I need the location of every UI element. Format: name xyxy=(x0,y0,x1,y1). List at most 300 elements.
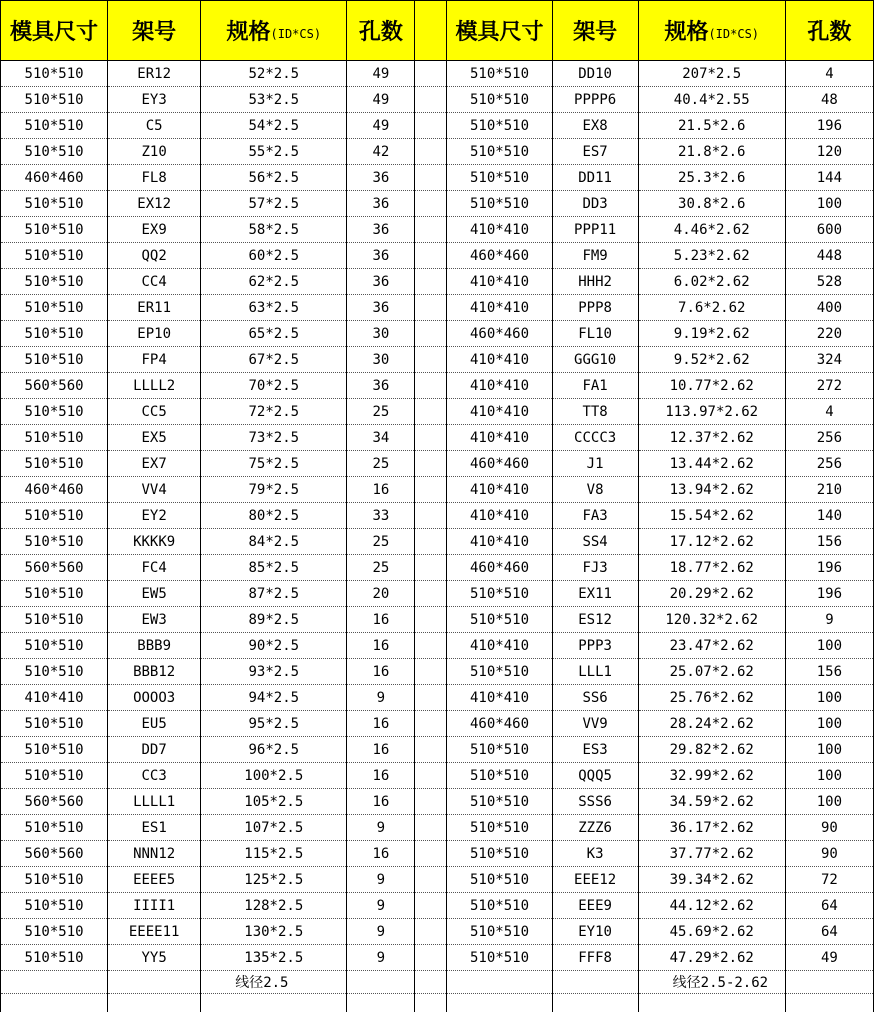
cell-mold-size-right[interactable]: 510*510 xyxy=(447,867,552,893)
cell-frame-no[interactable]: QQ2 xyxy=(108,243,201,269)
cell-mold-size-right[interactable]: 510*510 xyxy=(447,61,552,87)
cell-spec[interactable]: 84*2.5 xyxy=(201,529,347,555)
cell-spec-right[interactable]: 20.29*2.62 xyxy=(638,581,785,607)
cell-mold-size[interactable]: 510*510 xyxy=(1,243,108,269)
cell-spec[interactable]: 79*2.5 xyxy=(201,477,347,503)
cell-spec[interactable]: 60*2.5 xyxy=(201,243,347,269)
cell-holes[interactable]: 16 xyxy=(347,763,415,789)
cell-holes-right[interactable]: 196 xyxy=(785,113,873,139)
cell-frame-no[interactable]: LLLL2 xyxy=(108,373,201,399)
right-wire-note[interactable]: 线径2.5-2.62 xyxy=(638,971,785,994)
cell-gap[interactable] xyxy=(415,321,447,347)
cell-frame-no-right[interactable]: ES3 xyxy=(552,737,638,763)
cell-holes-right[interactable]: 100 xyxy=(785,711,873,737)
cell-mold-size[interactable]: 510*510 xyxy=(1,945,108,971)
cell-spec[interactable]: 107*2.5 xyxy=(201,815,347,841)
cell-frame-no[interactable]: KKKK9 xyxy=(108,529,201,555)
cell-frame-no-right[interactable]: CCCC3 xyxy=(552,425,638,451)
cell-spec-right[interactable]: 13.94*2.62 xyxy=(638,477,785,503)
cell-mold-size-right[interactable]: 510*510 xyxy=(447,165,552,191)
cell-holes-right[interactable]: 256 xyxy=(785,425,873,451)
cell-gap[interactable] xyxy=(415,503,447,529)
cell-gap[interactable] xyxy=(415,867,447,893)
cell-holes-right[interactable]: 4 xyxy=(785,399,873,425)
cell-holes[interactable]: 30 xyxy=(347,321,415,347)
cell-holes-right[interactable]: 448 xyxy=(785,243,873,269)
header-frame-no[interactable]: 架号 xyxy=(108,1,201,61)
cell-frame-no-right[interactable]: PPP3 xyxy=(552,633,638,659)
cell-spec[interactable]: 52*2.5 xyxy=(201,61,347,87)
cell-empty[interactable] xyxy=(552,994,638,1012)
cell-mold-size[interactable]: 510*510 xyxy=(1,711,108,737)
cell-spec-right[interactable]: 47.29*2.62 xyxy=(638,945,785,971)
cell-frame-no[interactable]: EEEE5 xyxy=(108,867,201,893)
cell-spec-right[interactable]: 17.12*2.62 xyxy=(638,529,785,555)
cell-holes-right[interactable]: 64 xyxy=(785,919,873,945)
cell-spec-right[interactable]: 44.12*2.62 xyxy=(638,893,785,919)
cell-gap[interactable] xyxy=(415,373,447,399)
cell-frame-no-right[interactable]: EY10 xyxy=(552,919,638,945)
cell-holes[interactable]: 25 xyxy=(347,399,415,425)
cell-spec-right[interactable]: 29.82*2.62 xyxy=(638,737,785,763)
cell-mold-size[interactable]: 560*560 xyxy=(1,555,108,581)
cell-empty[interactable] xyxy=(347,994,415,1012)
cell-spec-right[interactable]: 15.54*2.62 xyxy=(638,503,785,529)
cell-gap[interactable] xyxy=(415,399,447,425)
cell-mold-size[interactable]: 510*510 xyxy=(1,191,108,217)
cell-mold-size-right[interactable]: 410*410 xyxy=(447,503,552,529)
cell-mold-size[interactable]: 460*460 xyxy=(1,477,108,503)
cell-mold-size[interactable]: 510*510 xyxy=(1,659,108,685)
header-mold-size[interactable]: 模具尺寸 xyxy=(1,1,108,61)
header-mold-size-2[interactable]: 模具尺寸 xyxy=(447,1,552,61)
cell-gap[interactable] xyxy=(415,269,447,295)
cell-frame-no-right[interactable]: SS6 xyxy=(552,685,638,711)
cell-holes-right[interactable]: 220 xyxy=(785,321,873,347)
cell-spec-right[interactable]: 28.24*2.62 xyxy=(638,711,785,737)
cell-mold-size-right[interactable]: 410*410 xyxy=(447,685,552,711)
cell-holes-right[interactable]: 120 xyxy=(785,139,873,165)
cell-spec-right[interactable]: 10.77*2.62 xyxy=(638,373,785,399)
cell-spec[interactable]: 58*2.5 xyxy=(201,217,347,243)
cell-mold-size-right[interactable]: 510*510 xyxy=(447,87,552,113)
cell-holes[interactable]: 34 xyxy=(347,425,415,451)
cell-holes-right[interactable]: 90 xyxy=(785,841,873,867)
cell-frame-no-right[interactable]: LLL1 xyxy=(552,659,638,685)
cell-frame-no[interactable]: EX12 xyxy=(108,191,201,217)
header-gap[interactable] xyxy=(415,1,447,61)
cell-spec[interactable]: 95*2.5 xyxy=(201,711,347,737)
cell-holes[interactable]: 36 xyxy=(347,217,415,243)
cell-holes[interactable]: 16 xyxy=(347,789,415,815)
cell-mold-size[interactable]: 510*510 xyxy=(1,425,108,451)
cell-mold-size-right[interactable]: 410*410 xyxy=(447,347,552,373)
cell-frame-no[interactable]: CC5 xyxy=(108,399,201,425)
cell-spec[interactable]: 87*2.5 xyxy=(201,581,347,607)
cell-holes[interactable]: 16 xyxy=(347,659,415,685)
cell-gap[interactable] xyxy=(415,711,447,737)
cell-frame-no[interactable]: EEEE11 xyxy=(108,919,201,945)
cell-mold-size-right[interactable]: 410*410 xyxy=(447,399,552,425)
cell-spec[interactable]: 115*2.5 xyxy=(201,841,347,867)
cell-spec[interactable]: 55*2.5 xyxy=(201,139,347,165)
cell-gap[interactable] xyxy=(415,763,447,789)
cell-holes-right[interactable]: 90 xyxy=(785,815,873,841)
cell-spec[interactable]: 65*2.5 xyxy=(201,321,347,347)
header-spec-2[interactable] xyxy=(638,1,785,61)
cell-holes-right[interactable]: 196 xyxy=(785,581,873,607)
cell-mold-size[interactable]: 510*510 xyxy=(1,867,108,893)
cell-frame-no-right[interactable]: EEE12 xyxy=(552,867,638,893)
cell-frame-no-right[interactable]: PPP8 xyxy=(552,295,638,321)
cell-holes-right[interactable]: 196 xyxy=(785,555,873,581)
cell-frame-no-right[interactable]: FA1 xyxy=(552,373,638,399)
cell-mold-size-right[interactable]: 410*410 xyxy=(447,425,552,451)
cell-spec-right[interactable]: 120.32*2.62 xyxy=(638,607,785,633)
cell-holes[interactable]: 36 xyxy=(347,269,415,295)
cell-holes[interactable]: 16 xyxy=(347,711,415,737)
cell-frame-no[interactable]: EP10 xyxy=(108,321,201,347)
cell-spec[interactable]: 67*2.5 xyxy=(201,347,347,373)
cell-holes[interactable]: 30 xyxy=(347,347,415,373)
cell-holes[interactable]: 36 xyxy=(347,295,415,321)
cell-spec[interactable]: 85*2.5 xyxy=(201,555,347,581)
cell-spec[interactable]: 105*2.5 xyxy=(201,789,347,815)
cell-spec[interactable]: 57*2.5 xyxy=(201,191,347,217)
cell-holes[interactable]: 16 xyxy=(347,841,415,867)
cell-frame-no-right[interactable]: DD10 xyxy=(552,61,638,87)
cell-frame-no[interactable]: EU5 xyxy=(108,711,201,737)
cell-spec-right[interactable]: 25.07*2.62 xyxy=(638,659,785,685)
cell-frame-no[interactable]: EY3 xyxy=(108,87,201,113)
cell-mold-size[interactable]: 560*560 xyxy=(1,373,108,399)
cell-gap[interactable] xyxy=(415,113,447,139)
cell-holes[interactable]: 16 xyxy=(347,737,415,763)
cell-mold-size[interactable]: 560*560 xyxy=(1,789,108,815)
cell-gap[interactable] xyxy=(415,841,447,867)
cell-frame-no[interactable]: C5 xyxy=(108,113,201,139)
cell-mold-size[interactable]: 510*510 xyxy=(1,737,108,763)
cell-gap[interactable] xyxy=(415,789,447,815)
cell-mold-size-right[interactable]: 510*510 xyxy=(447,659,552,685)
cell-holes[interactable]: 36 xyxy=(347,373,415,399)
cell-mold-size[interactable]: 510*510 xyxy=(1,399,108,425)
cell-holes-right[interactable]: 272 xyxy=(785,373,873,399)
cell-spec[interactable]: 62*2.5 xyxy=(201,269,347,295)
cell-holes-right[interactable]: 100 xyxy=(785,191,873,217)
cell-gap[interactable] xyxy=(415,633,447,659)
cell-frame-no-right[interactable]: J1 xyxy=(552,451,638,477)
cell-holes-right[interactable]: 48 xyxy=(785,87,873,113)
cell-mold-size-right[interactable]: 410*410 xyxy=(447,633,552,659)
cell-spec-right[interactable]: 25.76*2.62 xyxy=(638,685,785,711)
cell-holes-right[interactable]: 324 xyxy=(785,347,873,373)
cell-mold-size-right[interactable]: 510*510 xyxy=(447,841,552,867)
cell-spec[interactable]: 94*2.5 xyxy=(201,685,347,711)
cell-holes-right[interactable]: 9 xyxy=(785,607,873,633)
cell-mold-size[interactable]: 510*510 xyxy=(1,61,108,87)
cell-spec-right[interactable]: 39.34*2.62 xyxy=(638,867,785,893)
cell-frame-no[interactable]: VV4 xyxy=(108,477,201,503)
cell-holes-right[interactable]: 256 xyxy=(785,451,873,477)
cell-mold-size-right[interactable]: 510*510 xyxy=(447,113,552,139)
cell-holes[interactable]: 16 xyxy=(347,607,415,633)
cell-frame-no[interactable]: FP4 xyxy=(108,347,201,373)
cell-frame-no-right[interactable]: TT8 xyxy=(552,399,638,425)
cell-frame-no-right[interactable]: PPPP6 xyxy=(552,87,638,113)
cell-frame-no[interactable]: EX9 xyxy=(108,217,201,243)
cell-frame-no[interactable]: LLLL1 xyxy=(108,789,201,815)
cell-frame-no[interactable]: FC4 xyxy=(108,555,201,581)
cell-mold-size[interactable]: 510*510 xyxy=(1,321,108,347)
cell-frame-no-right[interactable]: ES12 xyxy=(552,607,638,633)
cell-holes-right[interactable]: 4 xyxy=(785,61,873,87)
cell-frame-no-right[interactable]: DD11 xyxy=(552,165,638,191)
cell-mold-size[interactable]: 510*510 xyxy=(1,347,108,373)
cell-mold-size[interactable]: 510*510 xyxy=(1,607,108,633)
cell-holes-right[interactable]: 528 xyxy=(785,269,873,295)
cell-spec[interactable]: 125*2.5 xyxy=(201,867,347,893)
cell-mold-size-right[interactable]: 410*410 xyxy=(447,269,552,295)
cell-gap[interactable] xyxy=(415,217,447,243)
cell-spec-right[interactable]: 9.52*2.62 xyxy=(638,347,785,373)
cell-holes-right[interactable]: 210 xyxy=(785,477,873,503)
cell-empty[interactable] xyxy=(638,994,785,1012)
cell-frame-no[interactable]: BBB9 xyxy=(108,633,201,659)
cell-empty[interactable] xyxy=(785,971,873,994)
cell-holes[interactable]: 9 xyxy=(347,919,415,945)
cell-frame-no-right[interactable]: K3 xyxy=(552,841,638,867)
cell-mold-size-right[interactable]: 510*510 xyxy=(447,945,552,971)
cell-frame-no-right[interactable]: FFF8 xyxy=(552,945,638,971)
cell-gap[interactable] xyxy=(415,295,447,321)
cell-frame-no[interactable]: EW5 xyxy=(108,581,201,607)
cell-gap[interactable] xyxy=(415,607,447,633)
cell-gap[interactable] xyxy=(415,61,447,87)
left-wire-note[interactable]: 线径2.5 xyxy=(201,971,347,994)
cell-mold-size[interactable]: 510*510 xyxy=(1,139,108,165)
cell-empty[interactable] xyxy=(447,971,552,994)
header-frame-no-2[interactable]: 架号 xyxy=(552,1,638,61)
cell-empty[interactable] xyxy=(201,994,347,1012)
cell-gap[interactable] xyxy=(415,87,447,113)
cell-gap[interactable] xyxy=(415,477,447,503)
cell-mold-size[interactable]: 510*510 xyxy=(1,217,108,243)
cell-empty[interactable] xyxy=(108,971,201,994)
cell-holes-right[interactable]: 49 xyxy=(785,945,873,971)
cell-frame-no-right[interactable]: SS4 xyxy=(552,529,638,555)
cell-spec[interactable]: 100*2.5 xyxy=(201,763,347,789)
cell-mold-size[interactable]: 510*510 xyxy=(1,893,108,919)
cell-gap[interactable] xyxy=(415,243,447,269)
cell-gap[interactable] xyxy=(415,919,447,945)
cell-mold-size-right[interactable]: 510*510 xyxy=(447,763,552,789)
cell-frame-no[interactable]: EX5 xyxy=(108,425,201,451)
cell-holes[interactable]: 9 xyxy=(347,685,415,711)
cell-gap[interactable] xyxy=(415,994,447,1012)
cell-holes[interactable]: 25 xyxy=(347,555,415,581)
cell-holes[interactable]: 9 xyxy=(347,893,415,919)
cell-holes-right[interactable]: 144 xyxy=(785,165,873,191)
cell-frame-no-right[interactable]: EX11 xyxy=(552,581,638,607)
cell-spec-right[interactable]: 6.02*2.62 xyxy=(638,269,785,295)
cell-spec-right[interactable]: 21.8*2.6 xyxy=(638,139,785,165)
cell-spec-right[interactable]: 7.6*2.62 xyxy=(638,295,785,321)
cell-gap[interactable] xyxy=(415,425,447,451)
cell-spec[interactable]: 93*2.5 xyxy=(201,659,347,685)
cell-mold-size[interactable]: 560*560 xyxy=(1,841,108,867)
cell-holes-right[interactable]: 100 xyxy=(785,685,873,711)
cell-holes[interactable]: 16 xyxy=(347,633,415,659)
cell-holes-right[interactable]: 156 xyxy=(785,659,873,685)
cell-frame-no[interactable]: EX7 xyxy=(108,451,201,477)
cell-spec[interactable]: 53*2.5 xyxy=(201,87,347,113)
cell-mold-size-right[interactable]: 410*410 xyxy=(447,295,552,321)
cell-spec[interactable]: 56*2.5 xyxy=(201,165,347,191)
cell-gap[interactable] xyxy=(415,139,447,165)
cell-mold-size[interactable]: 510*510 xyxy=(1,503,108,529)
cell-spec[interactable]: 80*2.5 xyxy=(201,503,347,529)
cell-frame-no-right[interactable]: FA3 xyxy=(552,503,638,529)
cell-frame-no[interactable]: CC4 xyxy=(108,269,201,295)
cell-holes-right[interactable]: 140 xyxy=(785,503,873,529)
cell-holes-right[interactable]: 72 xyxy=(785,867,873,893)
cell-mold-size-right[interactable]: 410*410 xyxy=(447,477,552,503)
cell-mold-size-right[interactable]: 460*460 xyxy=(447,243,552,269)
cell-empty[interactable] xyxy=(785,994,873,1012)
cell-frame-no-right[interactable]: EX8 xyxy=(552,113,638,139)
cell-spec[interactable]: 128*2.5 xyxy=(201,893,347,919)
cell-gap[interactable] xyxy=(415,581,447,607)
cell-frame-no[interactable]: YY5 xyxy=(108,945,201,971)
cell-gap[interactable] xyxy=(415,191,447,217)
cell-spec-right[interactable]: 23.47*2.62 xyxy=(638,633,785,659)
cell-gap[interactable] xyxy=(415,815,447,841)
cell-holes[interactable]: 9 xyxy=(347,867,415,893)
cell-mold-size-right[interactable]: 510*510 xyxy=(447,581,552,607)
cell-holes[interactable]: 42 xyxy=(347,139,415,165)
cell-spec-right[interactable]: 13.44*2.62 xyxy=(638,451,785,477)
cell-holes[interactable]: 36 xyxy=(347,191,415,217)
cell-spec-right[interactable]: 113.97*2.62 xyxy=(638,399,785,425)
cell-mold-size-right[interactable]: 510*510 xyxy=(447,607,552,633)
cell-mold-size-right[interactable]: 460*460 xyxy=(447,711,552,737)
cell-spec[interactable]: 130*2.5 xyxy=(201,919,347,945)
cell-mold-size[interactable]: 510*510 xyxy=(1,581,108,607)
cell-holes[interactable]: 9 xyxy=(347,945,415,971)
cell-gap[interactable] xyxy=(415,659,447,685)
cell-frame-no[interactable]: BBB12 xyxy=(108,659,201,685)
cell-gap[interactable] xyxy=(415,555,447,581)
cell-frame-no[interactable]: EY2 xyxy=(108,503,201,529)
cell-mold-size[interactable]: 510*510 xyxy=(1,919,108,945)
cell-holes[interactable]: 33 xyxy=(347,503,415,529)
cell-holes[interactable]: 20 xyxy=(347,581,415,607)
cell-holes-right[interactable]: 100 xyxy=(785,789,873,815)
cell-gap[interactable] xyxy=(415,451,447,477)
cell-spec-right[interactable]: 18.77*2.62 xyxy=(638,555,785,581)
cell-empty[interactable] xyxy=(347,971,415,994)
cell-frame-no[interactable]: FL8 xyxy=(108,165,201,191)
cell-spec[interactable]: 135*2.5 xyxy=(201,945,347,971)
cell-mold-size[interactable]: 510*510 xyxy=(1,529,108,555)
cell-mold-size[interactable]: 510*510 xyxy=(1,763,108,789)
cell-holes[interactable]: 36 xyxy=(347,165,415,191)
cell-mold-size[interactable]: 460*460 xyxy=(1,165,108,191)
cell-mold-size[interactable]: 510*510 xyxy=(1,451,108,477)
cell-mold-size-right[interactable]: 460*460 xyxy=(447,555,552,581)
cell-empty[interactable] xyxy=(1,971,108,994)
cell-mold-size[interactable]: 510*510 xyxy=(1,815,108,841)
cell-empty[interactable] xyxy=(447,994,552,1012)
cell-mold-size-right[interactable]: 510*510 xyxy=(447,191,552,217)
cell-holes[interactable]: 25 xyxy=(347,451,415,477)
cell-holes-right[interactable]: 156 xyxy=(785,529,873,555)
cell-spec-right[interactable]: 37.77*2.62 xyxy=(638,841,785,867)
cell-mold-size-right[interactable]: 510*510 xyxy=(447,815,552,841)
cell-mold-size-right[interactable]: 510*510 xyxy=(447,919,552,945)
cell-spec-right[interactable]: 4.46*2.62 xyxy=(638,217,785,243)
cell-empty[interactable] xyxy=(552,971,638,994)
cell-frame-no[interactable]: OOOO3 xyxy=(108,685,201,711)
cell-holes-right[interactable]: 64 xyxy=(785,893,873,919)
cell-frame-no-right[interactable]: SSS6 xyxy=(552,789,638,815)
cell-mold-size-right[interactable]: 510*510 xyxy=(447,893,552,919)
cell-mold-size[interactable]: 510*510 xyxy=(1,295,108,321)
cell-spec-right[interactable]: 30.8*2.6 xyxy=(638,191,785,217)
cell-frame-no-right[interactable]: EEE9 xyxy=(552,893,638,919)
cell-spec[interactable]: 70*2.5 xyxy=(201,373,347,399)
cell-spec-right[interactable]: 34.59*2.62 xyxy=(638,789,785,815)
cell-holes[interactable]: 49 xyxy=(347,61,415,87)
cell-spec-right[interactable]: 36.17*2.62 xyxy=(638,815,785,841)
cell-gap[interactable] xyxy=(415,971,447,994)
cell-mold-size[interactable]: 510*510 xyxy=(1,633,108,659)
cell-spec-right[interactable]: 12.37*2.62 xyxy=(638,425,785,451)
cell-spec[interactable]: 73*2.5 xyxy=(201,425,347,451)
cell-frame-no[interactable]: ES1 xyxy=(108,815,201,841)
cell-gap[interactable] xyxy=(415,347,447,373)
cell-frame-no-right[interactable]: HHH2 xyxy=(552,269,638,295)
cell-mold-size-right[interactable]: 410*410 xyxy=(447,217,552,243)
cell-mold-size[interactable]: 410*410 xyxy=(1,685,108,711)
cell-spec[interactable]: 63*2.5 xyxy=(201,295,347,321)
cell-frame-no-right[interactable]: PPP11 xyxy=(552,217,638,243)
cell-holes[interactable]: 9 xyxy=(347,815,415,841)
cell-frame-no[interactable]: ER11 xyxy=(108,295,201,321)
cell-spec-right[interactable]: 207*2.5 xyxy=(638,61,785,87)
cell-holes-right[interactable]: 400 xyxy=(785,295,873,321)
cell-holes[interactable]: 16 xyxy=(347,477,415,503)
cell-gap[interactable] xyxy=(415,893,447,919)
cell-frame-no[interactable]: IIII1 xyxy=(108,893,201,919)
cell-spec-right[interactable]: 9.19*2.62 xyxy=(638,321,785,347)
cell-holes-right[interactable]: 100 xyxy=(785,633,873,659)
cell-spec-right[interactable]: 21.5*2.6 xyxy=(638,113,785,139)
header-holes-2[interactable]: 孔数 xyxy=(785,1,873,61)
cell-holes-right[interactable]: 600 xyxy=(785,217,873,243)
cell-frame-no-right[interactable]: VV9 xyxy=(552,711,638,737)
cell-frame-no-right[interactable]: V8 xyxy=(552,477,638,503)
cell-frame-no[interactable]: ER12 xyxy=(108,61,201,87)
cell-empty[interactable] xyxy=(1,994,108,1012)
cell-mold-size-right[interactable]: 510*510 xyxy=(447,789,552,815)
cell-holes-right[interactable]: 100 xyxy=(785,737,873,763)
cell-mold-size-right[interactable]: 460*460 xyxy=(447,451,552,477)
cell-spec[interactable]: 90*2.5 xyxy=(201,633,347,659)
cell-frame-no-right[interactable]: GGG10 xyxy=(552,347,638,373)
cell-frame-no-right[interactable]: ES7 xyxy=(552,139,638,165)
